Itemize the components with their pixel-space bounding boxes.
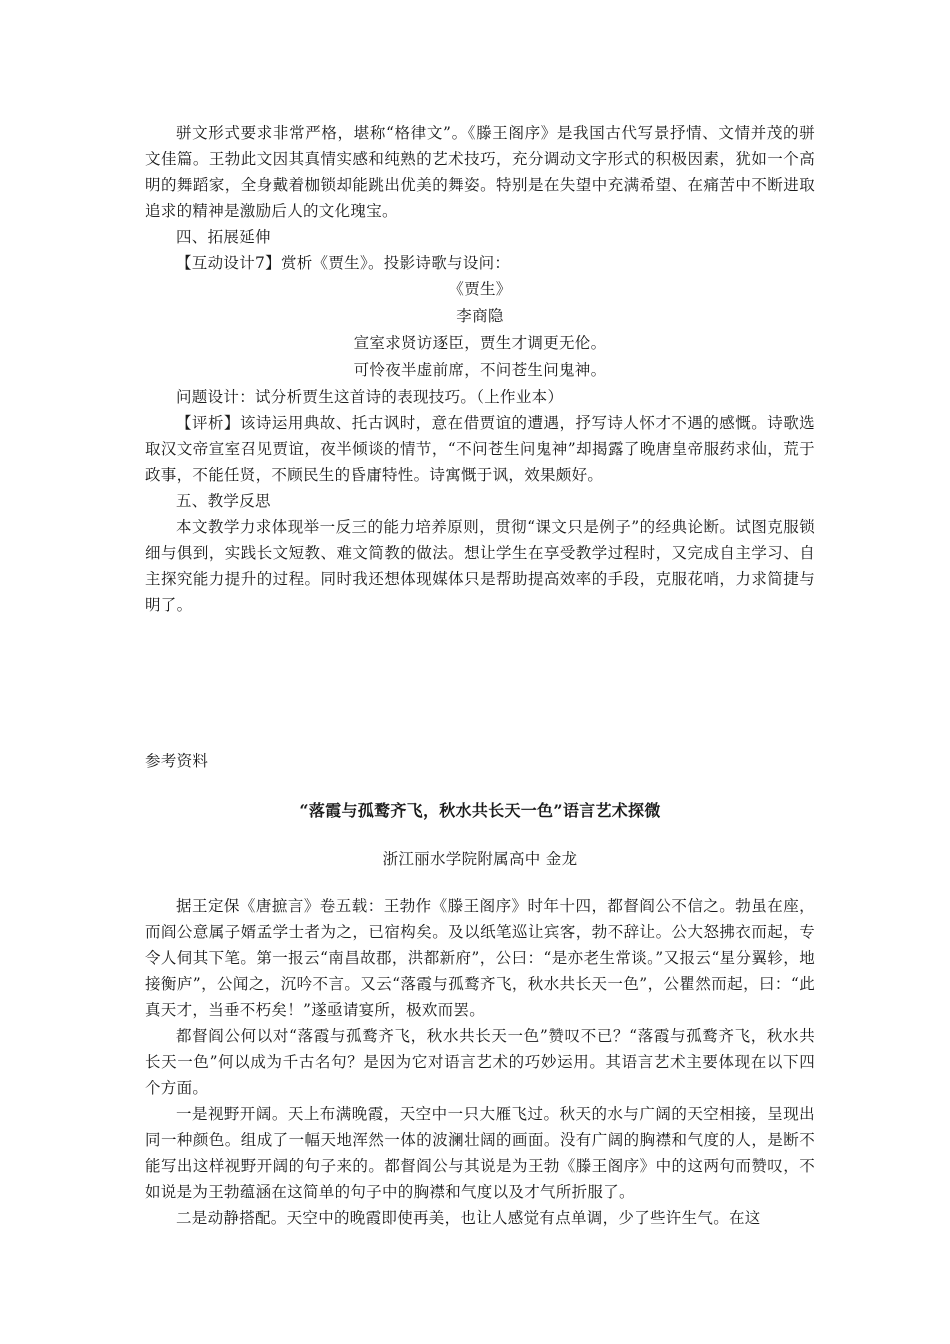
reference-label: 参考资料 [145,752,209,770]
reference-paragraph-2: 都督阎公何以对“落霞与孤鹜齐飞，秋水共长天一色”赞叹不已？“落霞与孤鹜齐飞，秋水共长天一色”何以成为千古名句？是因为它对语言艺术的巧妙运用。其语言艺术主要体现在以下四个方面。 [145,1027,815,1097]
poem-line-1: 宣室求贤访逐臣，贾生才调更无伦。 [353,334,607,352]
reference-body [145,893,815,1231]
heading-extend: 四、拓展延伸 [176,228,271,246]
heading-reflection: 五、教学反思 [176,492,271,510]
reference-paragraph-3: 一是视野开阔。天上布满晚霞，天空中一只大雁飞过。秋天的水与广阔的天空相接，呈现出同一种颜色。组成了一幅天地浑然一体的波澜壮阔的画面。没有广阔的胸襟和气度的人，是断不能写出这样视野开阔的句子来的。都督阎公与其说是为王勃《滕王阁序》中的这两句而赞叹，不如说是为王勃蕴涵在这简单的句子中的胸襟和气度以及才气所折服了。 [145,1105,815,1201]
article-byline: 浙江丽水学院附属高中 金龙 [382,850,578,868]
reference-paragraph-4: 二是动静搭配。天空中的晚霞即使再美，也让人感觉有点单调，少了些许生气。在这 [176,1209,761,1227]
reference-title-block [145,798,815,821]
reference-paragraph-1: 据王定保《唐摭言》卷五载：王勃作《滕王阁序》时年十四，都督阎公不信之。勃虽在座，而阎公意属子婿孟学士者为之，已宿构矣。及以纸笔巡让宾客，勃不辞让。公大怒拂衣而起，专令人伺其下笔。第一报云“南昌故郡，洪都新府”，公曰：“是亦老生常谈。”又报云“星分翼轸，地接衡庐”，公闻之，沉吟不言。又云“落霞与孤鹜齐飞，秋水共长天一色”，公瞿然而起，曰：“此真天才，当垂不朽矣！”遂亟请宴所，极欢而罢。 [145,897,815,1019]
reflection-paragraph: 本文教学力求体现举一反三的能力培养原则，贯彻“课文只是例子”的经典论断。试图克服锁细与俱到，实践长文短教、难文简教的做法。想让学生在享受教学过程时，又完成自主学习、自主探究能力提升的过程。同时我还想体现媒体只是帮助提高效率的手段，克服花哨，力求简捷与明了。 [145,518,815,614]
question-design: 问题设计：试分析贾生这首诗的表现技巧。（上作业本） [176,388,564,406]
interactive-design-7: 【互动设计7】赏析《贾生》。投影诗歌与设问： [176,254,511,272]
article-title: “落霞与孤鹜齐飞，秋水共长天一色”语言艺术探微 [299,801,661,820]
poem-author: 李商隐 [456,307,504,325]
analysis-paragraph: 【评析】该诗运用典故、托古讽时，意在借贾谊的遭遇，抒写诗人怀才不遇的感慨。诗歌选取汉文帝宣室召见贾谊，夜半倾谈的情节，“不问苍生问鬼神”却揭露了晚唐皇帝服药求仙，荒于政事，不能任贤，不顾民生的昏庸特性。诗寓慨于讽，效果颇好。 [145,414,815,484]
reference-label-block [145,748,815,774]
top-section [145,120,815,618]
byline-block [145,846,815,873]
poem-line-2: 可怜夜半虚前席，不问苍生问鬼神。 [353,361,607,379]
paragraph-pianwen: 骈文形式要求非常严格，堪称“格律文”。《滕王阁序》是我国古代写景抒情、文情并茂的骈文佳篇。王勃此文因其真情实感和纯熟的艺术技巧，充分调动文字形式的积极因素，犹如一个高明的舞蹈家，全身戴着枷锁却能跳出优美的舞姿。特别是在失望中充满希望、在痛苦中不断进取追求的精神是激励后人的文化瑰宝。 [145,124,815,220]
poem-title: 《贾生》 [448,280,512,298]
